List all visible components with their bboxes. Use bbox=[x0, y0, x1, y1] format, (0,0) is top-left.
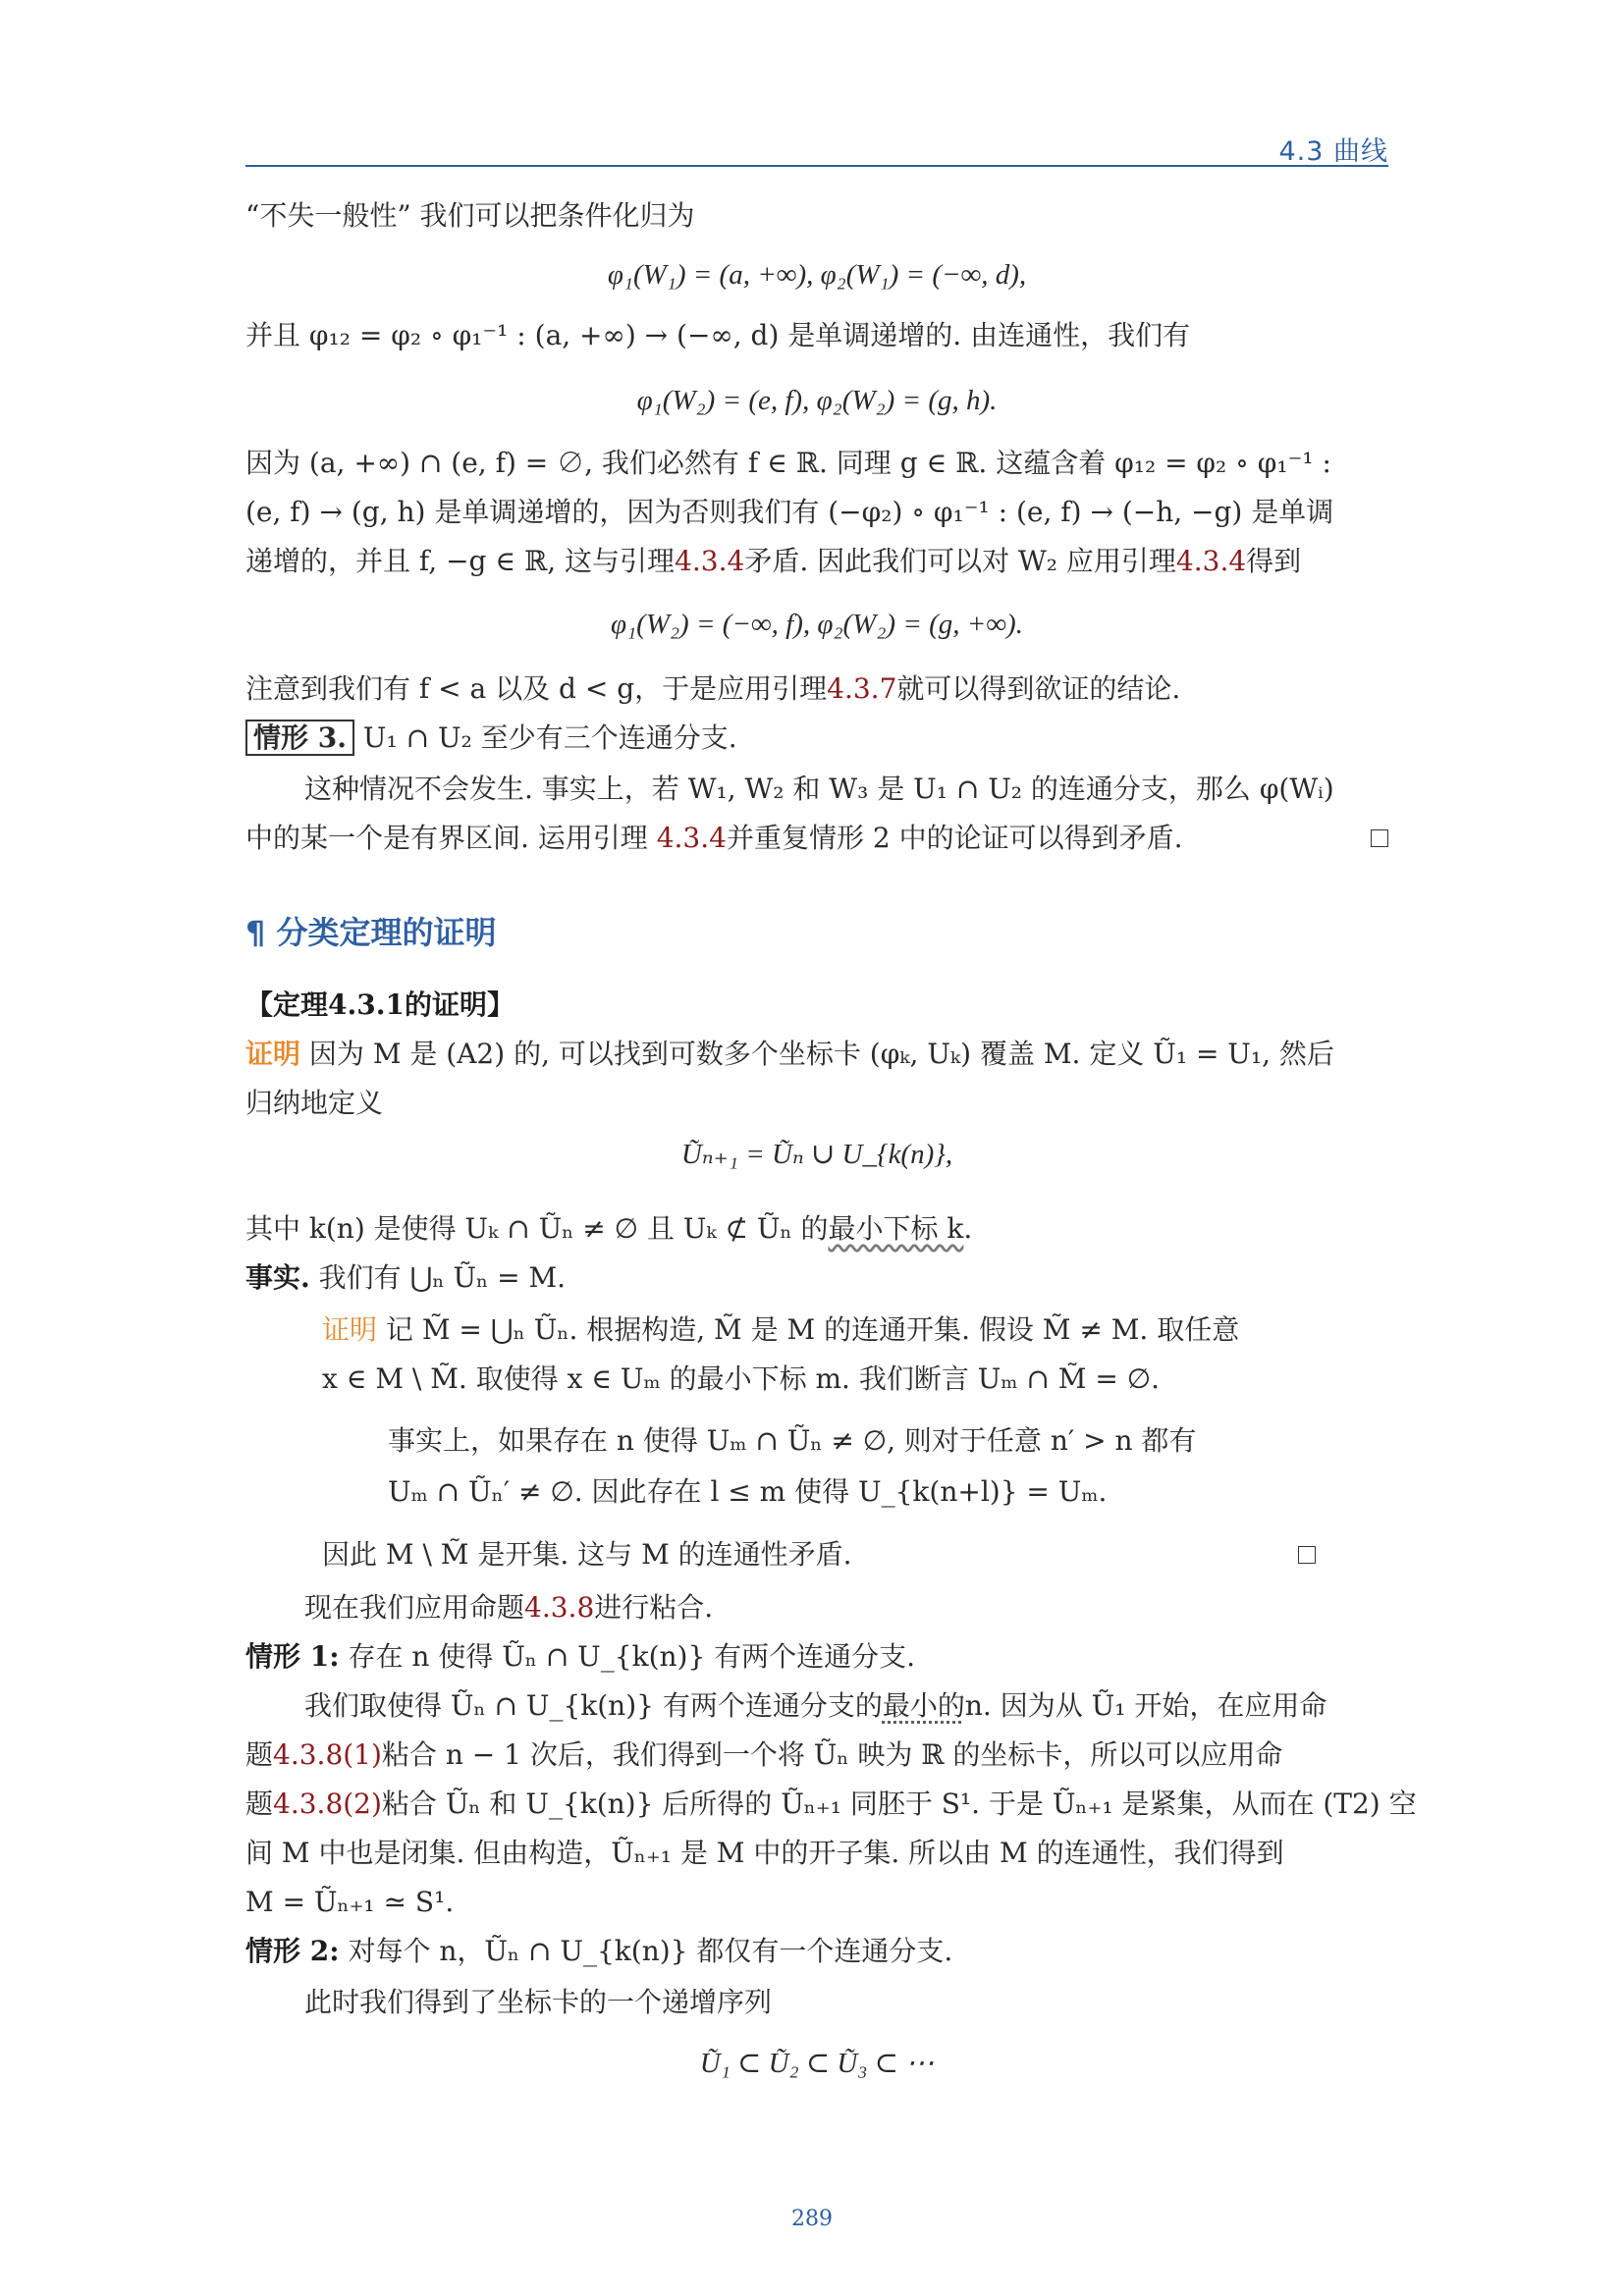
proposition-ref-link[interactable]: 4.3.8(1) bbox=[273, 1738, 382, 1771]
lemma-ref-link[interactable]: 4.3.4 bbox=[656, 822, 727, 854]
text-line: 并且 φ₁₂ = φ₂ ∘ φ₁⁻¹ : (a, +∞) → (−∞, d) 是单调递增的. 由连通性，我们有 bbox=[245, 319, 1191, 351]
text-segment: 最小下标 k bbox=[828, 1212, 964, 1245]
case-1-heading bbox=[245, 1637, 915, 1677]
text-segment: 递增的，并且 f, −g ∈ ℝ, 这与引理 bbox=[245, 545, 676, 577]
text-segment: 题 bbox=[245, 1738, 274, 1771]
text-line: 此时我们得到了坐标卡的一个递增序列 bbox=[304, 1986, 773, 2018]
fact-label: 事实. bbox=[245, 1261, 310, 1294]
equation: φ₁(W₂) = (e, f), φ₂(W₂) = (g, h). bbox=[636, 385, 998, 416]
text-segment: 中的某一个是有界区间. 运用引理 bbox=[245, 822, 657, 854]
text-segment: 【定理 bbox=[245, 988, 329, 1021]
case-2-label: 情形 2: bbox=[245, 1935, 340, 1967]
equation: Ũₙ₊₁ = Ũₙ ∪ U_{k(n)}, bbox=[680, 1139, 953, 1170]
lemma-ref-link[interactable]: 4.3.4 bbox=[1175, 545, 1247, 577]
theorem-proof-label bbox=[245, 986, 514, 1025]
text-segment: 矛盾. 因此我们可以对 W₂ 应用引理 bbox=[744, 545, 1176, 577]
text-line: 因为 (a, +∞) ∩ (e, f) = ∅, 我们必然有 f ∈ ℝ. 同理 g ∈ ℝ. 这蕴含着 φ₁₂ = φ₂ ∘ φ₁⁻¹ : bbox=[245, 447, 1331, 479]
text-segment: 题 bbox=[245, 1788, 274, 1820]
proof-label: 证明 bbox=[245, 1038, 301, 1070]
qed-symbol bbox=[1298, 1546, 1316, 1564]
text-segment: n. 因为从 Ũ₁ 开始，在应用命 bbox=[964, 1689, 1327, 1722]
case-3-label: 情形 3. bbox=[245, 720, 354, 756]
text-line bbox=[245, 669, 1180, 709]
theorem-ref-link[interactable]: 4.3.1 bbox=[328, 988, 405, 1021]
text-line bbox=[322, 1310, 1239, 1350]
text-line: 这种情况不会发生. 事实上，若 W₁, W₂ 和 W₃ 是 U₁ ∩ U₂ 的连通分支，那么 φ(Wᵢ) bbox=[304, 773, 1334, 805]
text-segment: . bbox=[963, 1212, 973, 1245]
text-line: (e, f) → (g, h) 是单调递增的，因为否则我们有 (−φ₂) ∘ φ₁⁻¹ : (e, f) → (−h, −g) 是单调 bbox=[245, 496, 1334, 528]
case-3-heading bbox=[245, 719, 737, 758]
lemma-ref-link[interactable]: 4.3.7 bbox=[827, 672, 897, 705]
proposition-ref-link[interactable]: 4.3.8 bbox=[524, 1591, 595, 1624]
section-title: ¶ 分类定理的证明 bbox=[245, 914, 497, 951]
text-segment: U₁ ∩ U₂ 至少有三个连通分支. bbox=[353, 721, 737, 754]
text-segment: 得到 bbox=[1246, 545, 1302, 577]
text-line: 间 M 中也是闭集. 但由构造，Ũₙ₊₁ 是 M 中的开子集. 所以由 M 的连通性，我们得到 bbox=[245, 1837, 1284, 1869]
lemma-ref-link[interactable]: 4.3.4 bbox=[675, 545, 745, 577]
case-1-label: 情形 1: bbox=[245, 1640, 340, 1673]
text-segment: 对每个 n，Ũₙ ∩ U_{k(n)} 都仅有一个连通分支. bbox=[339, 1935, 953, 1967]
text-segment: 其中 k(n) 是使得 Uₖ ∩ Ũₙ ≠ ∅ 且 Uₖ ⊄ Ũₙ 的 bbox=[245, 1212, 829, 1245]
text-line: Uₘ ∩ Ũₙ′ ≠ ∅. 因此存在 l ≤ m 使得 U_{k(n+l)} = Uₘ. bbox=[388, 1475, 1108, 1508]
text-segment: 并重复情形 2 中的论证可以得到矛盾. bbox=[726, 822, 1183, 854]
text-segment: 就可以得到欲证的结论. bbox=[896, 672, 1181, 705]
running-header bbox=[245, 126, 1388, 167]
text-line bbox=[245, 819, 1182, 858]
text-segment: 我们有 ⋃ₙ Ũₙ = M. bbox=[309, 1261, 567, 1294]
header-section-title: 4.3 曲线 bbox=[1278, 136, 1388, 167]
text-line bbox=[245, 1735, 1282, 1775]
text-line bbox=[245, 1785, 1417, 1824]
text-line bbox=[245, 542, 1301, 581]
text-line: x ∈ M \ M̃. 取使得 x ∈ Uₘ 的最小下标 m. 我们断言 Uₘ ∩ M̃ = ∅. bbox=[322, 1362, 1160, 1395]
subproof-label: 证明 bbox=[322, 1313, 378, 1346]
text-segment: 进行粘合. bbox=[594, 1591, 714, 1624]
text-segment: 粘合 Ũₙ 和 U_{k(n)} 后所得的 Ũₙ₊₁ 同胚于 S¹. 于是 Ũₙ₊₁ 是紧集，从而在 (T2) 空 bbox=[381, 1788, 1417, 1820]
equation: φ₁(W₁) = (a, +∞), φ₂(W₁) = (−∞, d), bbox=[607, 259, 1027, 291]
text-line bbox=[304, 1686, 1326, 1726]
text-line: 事实上，如果存在 n 使得 Uₘ ∩ Ũₙ ≠ ∅, 则对于任意 n′ > n 都有 bbox=[388, 1424, 1197, 1457]
text-line bbox=[245, 1035, 1334, 1074]
text-line bbox=[304, 1588, 713, 1628]
proposition-ref-link[interactable]: 4.3.8(2) bbox=[273, 1788, 382, 1820]
text-line: 归纳地定义 bbox=[245, 1087, 384, 1119]
text-segment: 注意到我们有 f < a 以及 d < g，于是应用引理 bbox=[245, 672, 828, 705]
page-number: 289 bbox=[791, 2207, 833, 2231]
equation: Ũ₁ ⊂ Ũ₂ ⊂ Ũ₃ ⊂ ⋯ bbox=[699, 2048, 935, 2079]
text-segment: 的证明】 bbox=[404, 988, 514, 1021]
text-line: M = Ũₙ₊₁ ≃ S¹. bbox=[245, 1886, 455, 1918]
text-line: 因此 M \ M̃ 是开集. 这与 M 的连通性矛盾. bbox=[322, 1538, 852, 1571]
text-segment: 存在 n 使得 Ũₙ ∩ U_{k(n)} 有两个连通分支. bbox=[339, 1640, 916, 1673]
text-segment: 我们取使得 Ũₙ ∩ U_{k(n)} 有两个连通分支的 bbox=[304, 1689, 883, 1722]
text-segment: 因为 M 是 (A2) 的, 可以找到可数多个坐标卡 (φₖ, Uₖ) 覆盖 M. 定义 Ũ₁ = U₁, 然后 bbox=[300, 1038, 1334, 1070]
fact-line bbox=[245, 1258, 566, 1298]
text-line: “不失一般性” 我们可以把条件化归为 bbox=[245, 199, 695, 232]
case-2-heading bbox=[245, 1932, 952, 1971]
qed-symbol bbox=[1371, 829, 1388, 847]
text-segment: 最小的 bbox=[882, 1689, 965, 1722]
text-segment: 粘合 n − 1 次后，我们得到一个将 Ũₙ 映为 ℝ 的坐标卡，所以可以应用命 bbox=[381, 1738, 1283, 1771]
text-segment: 记 M̃ = ⋃ₙ Ũₙ. 根据构造, M̃ 是 M 的连通开集. 假设 M̃ ≠ M. 取任意 bbox=[377, 1313, 1240, 1346]
text-segment: 现在我们应用命题 bbox=[304, 1591, 525, 1624]
text-line bbox=[245, 1209, 972, 1249]
equation: φ₁(W₂) = (−∞, f), φ₂(W₂) = (g, +∞). bbox=[611, 609, 1023, 640]
